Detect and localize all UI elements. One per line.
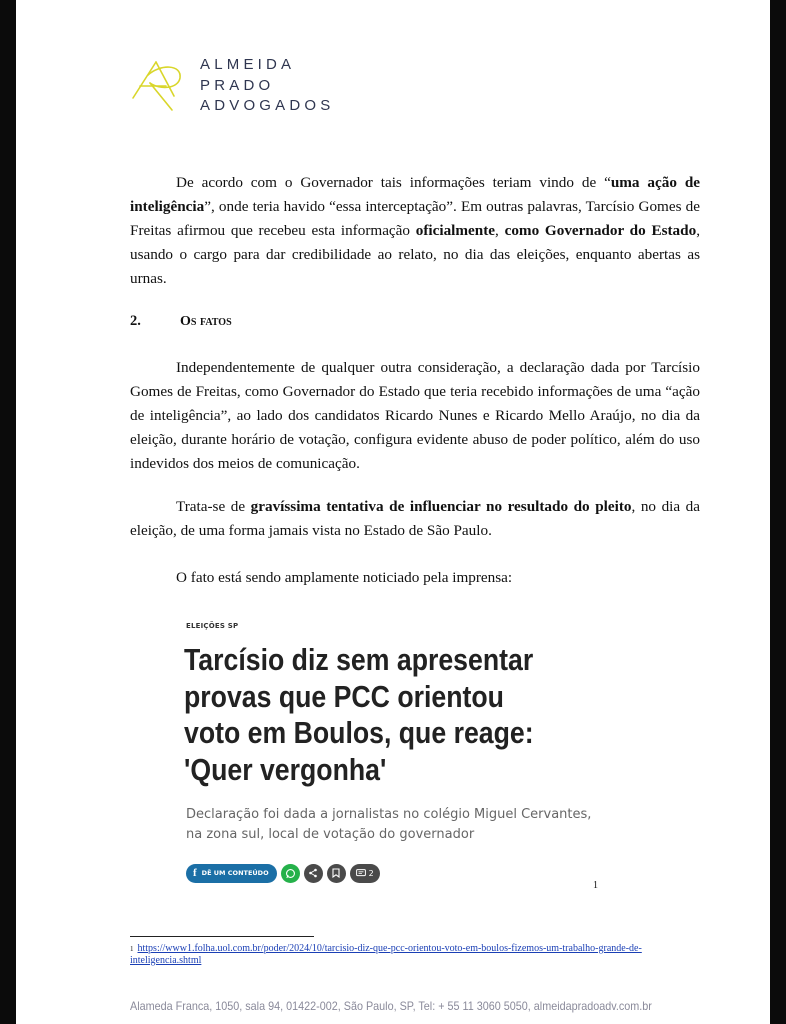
folha-f-icon: f <box>193 867 197 879</box>
comments-button[interactable] <box>350 864 380 883</box>
comment-icon <box>356 869 366 878</box>
comment-count: 2 <box>368 868 374 878</box>
headline-line: voto em Boulos, que reage: <box>184 715 534 750</box>
footnote-link[interactable]: https://www1.folha.uol.com.br/poder/2024/10/tarcisio-diz-que-pcc-orientou-voto-em-boulos-fizemos-um-trabalho-grande-de-inteligencia.shtml <box>130 943 642 966</box>
brand-line: PRADO <box>200 76 275 94</box>
footnote-marker: 1 <box>130 945 134 953</box>
gift-content-button[interactable] <box>186 864 277 883</box>
share-icon <box>308 868 318 878</box>
bold-text-run: gravíssima tentativa de influenciar no resultado do pleito <box>250 498 632 515</box>
section-heading <box>130 313 232 330</box>
whatsapp-share-button[interactable] <box>281 864 300 883</box>
footnote-divider <box>130 936 314 937</box>
share-button[interactable] <box>304 864 323 883</box>
ap-monogram-logo <box>130 56 186 114</box>
section-number: 2. <box>130 313 141 329</box>
text-run: Independentemente de qualquer outra consideração, a declaração dada por Tarcísio Gomes de Freitas, como Governador do Estado que teria recebido informações de uma “ação de inteligência”, ao lado dos candidatos Ricardo Nunes e Ricardo Mello Araújo, no dia da eleição, durante horário de votação, configura evidente abuso de poder político, além do uso indevidos dos meios de comunicação. <box>130 359 700 472</box>
news-headline <box>184 642 545 788</box>
gift-content-label: DÊ UM CONTEÚDO <box>201 869 269 877</box>
share-toolbar <box>186 863 380 883</box>
headline-line: provas que PCC orientou <box>184 678 504 714</box>
document-page <box>16 0 770 1024</box>
brand-line: ALMEIDA <box>200 56 296 73</box>
text-run: O fato está sendo amplamente noticiado pela imprensa: <box>176 569 513 586</box>
bookmark-icon <box>332 868 340 878</box>
paragraph <box>130 356 700 476</box>
headline-line: Tarcísio diz sem apresentar <box>184 642 534 677</box>
news-clipping <box>184 616 604 896</box>
bold-text-run: uma ação de inteligência <box>130 174 701 215</box>
paragraph <box>130 495 700 543</box>
bold-text-run: oficialmente <box>415 222 496 239</box>
paragraph <box>130 566 700 590</box>
brand-line: ADVOGADOS <box>200 97 335 114</box>
whatsapp-icon <box>285 868 296 879</box>
text-run: ”, onde teria havido “essa interceptação”. Em outras palavras, Tarcísio Gomes de Freitas afirmou que recebeu esta informação <box>130 198 700 239</box>
news-standfirst: Declaração foi dada a jornalistas no colégio Miguel Cervantes, na zona sul, local de votação do governador <box>186 807 592 842</box>
bold-text-run: como Governador do Estado <box>504 222 697 239</box>
text-run: , <box>495 222 505 239</box>
text-run: De acordo com o Governador tais informações teriam vindo de “ <box>176 174 611 191</box>
text-run: , no dia da eleição, de uma forma jamais vista no Estado de São Paulo. <box>130 498 700 539</box>
page-number: 1 <box>593 880 598 891</box>
section-title: Os fatos <box>180 314 232 329</box>
news-kicker: ELEIÇÕES SP <box>186 622 239 630</box>
paragraph <box>130 171 700 291</box>
brand-name <box>200 55 335 117</box>
text-run: Trata-se de <box>176 498 251 515</box>
bookmark-button[interactable] <box>327 864 346 883</box>
page-footer: Alameda Franca, 1050, sala 94, 01422-002, São Paulo, SP, Tel: + 55 11 3060 5050, almeidapradoadv.com.br <box>130 999 652 1013</box>
text-run: , usando o cargo para dar credibilidade ao relato, no dia das eleições, enquanto abertas as urnas. <box>130 222 700 287</box>
headline-line: 'Quer vergonha' <box>184 751 387 787</box>
footnote <box>130 943 690 967</box>
